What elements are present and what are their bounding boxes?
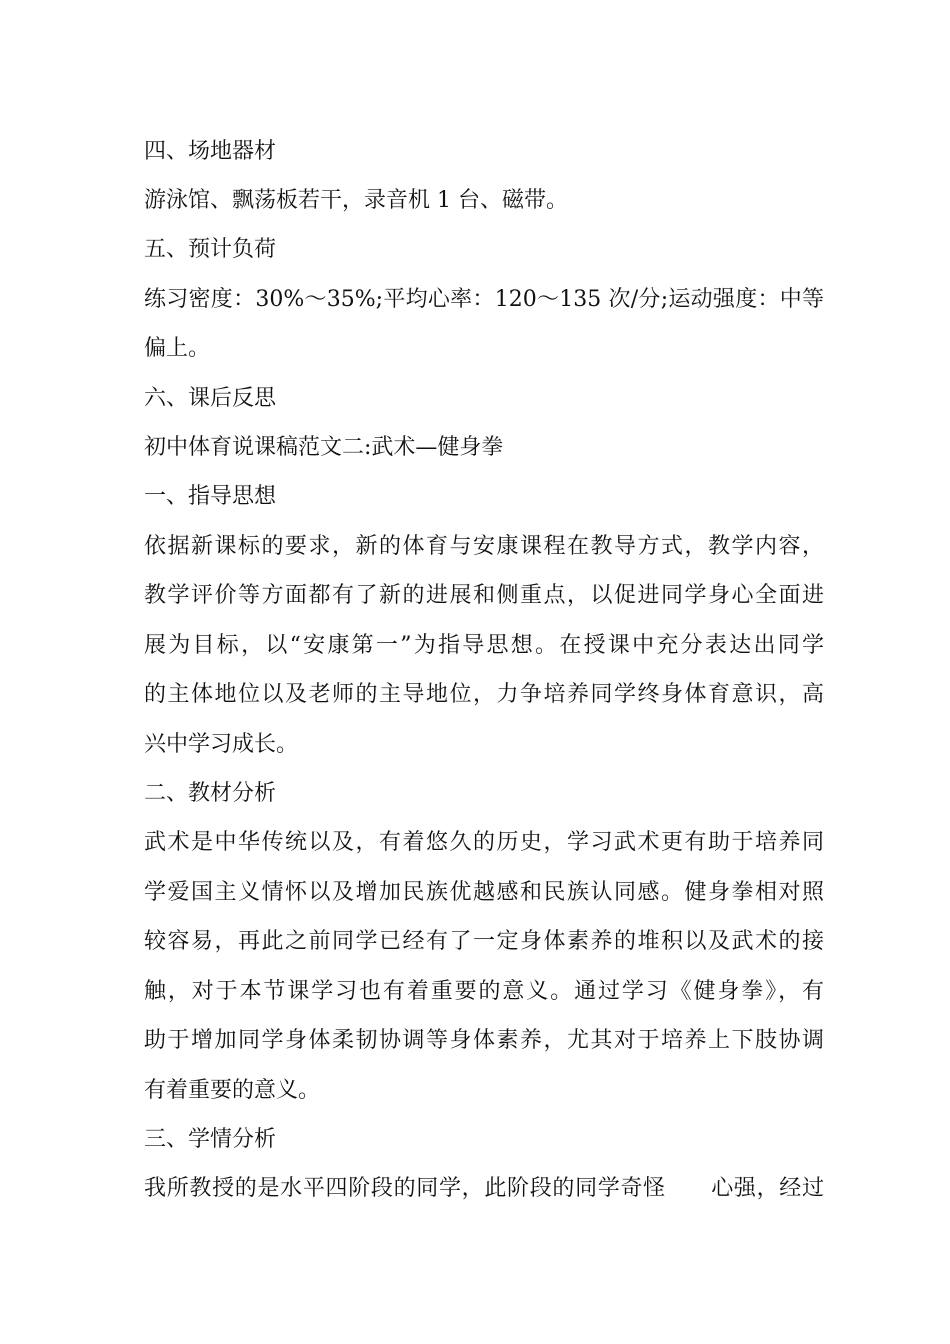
body-text-line: 我所教授的是水平四阶段的同学，此阶段的同学奇怪 心强，经过 — [144, 1176, 824, 1201]
section-heading: 三、学情分析 — [144, 1127, 277, 1152]
body-text-line: 有着重要的意义。 — [144, 1078, 321, 1103]
body-text-line: 触，对于本节课学习也有着重要的意义。通过学习《健身拳》，有 — [144, 979, 824, 1004]
body-text-line: 学爱国主义情怀以及增加民族优越感和民族认同感。健身拳相对照 — [144, 880, 824, 905]
section-heading: 二、教材分析 — [144, 781, 277, 806]
body-text-line: 的主体地位以及老师的主导地位，力争培养同学终身体育意识，高 — [144, 682, 824, 707]
section-heading: 六、课后反思 — [144, 386, 277, 411]
body-text-line: 武术是中华传统以及，有着悠久的历史，学习武术更有助于培养同 — [144, 830, 824, 855]
body-text-line: 教学评价等方面都有了新的进展和侧重点，以促进同学身心全面进 — [144, 583, 824, 608]
body-text-line: 助于增加同学身体柔韧协调等身体素养，尤其对于培养上下肢协调 — [144, 1028, 824, 1053]
article-title: 初中体育说课稿范文二:武术—健身拳 — [144, 435, 504, 460]
body-text-line: 游泳馆、飘荡板若干，录音机 1 台、磁带。 — [144, 188, 568, 213]
body-text-line: 偏上。 — [144, 336, 211, 361]
body-text-line: 较容易，再此之前同学已经有了一定身体素养的堆积以及武术的接 — [144, 929, 824, 954]
section-heading: 一、指导思想 — [144, 484, 277, 509]
body-text-line: 练习密度：30%～35%;平均心率：120～135 次/分;运动强度：中等 — [144, 287, 824, 312]
section-heading: 五、预计负荷 — [144, 237, 277, 262]
body-text-line: 依据新课标的要求，新的体育与安康课程在教导方式，教学内容， — [144, 534, 824, 559]
section-heading: 四、场地器材 — [144, 139, 277, 164]
body-text-line: 展为目标，以“安康第一”为指导思想。在授课中充分表达出同学 — [144, 633, 824, 658]
body-text-line: 兴中学习成长。 — [144, 732, 299, 757]
